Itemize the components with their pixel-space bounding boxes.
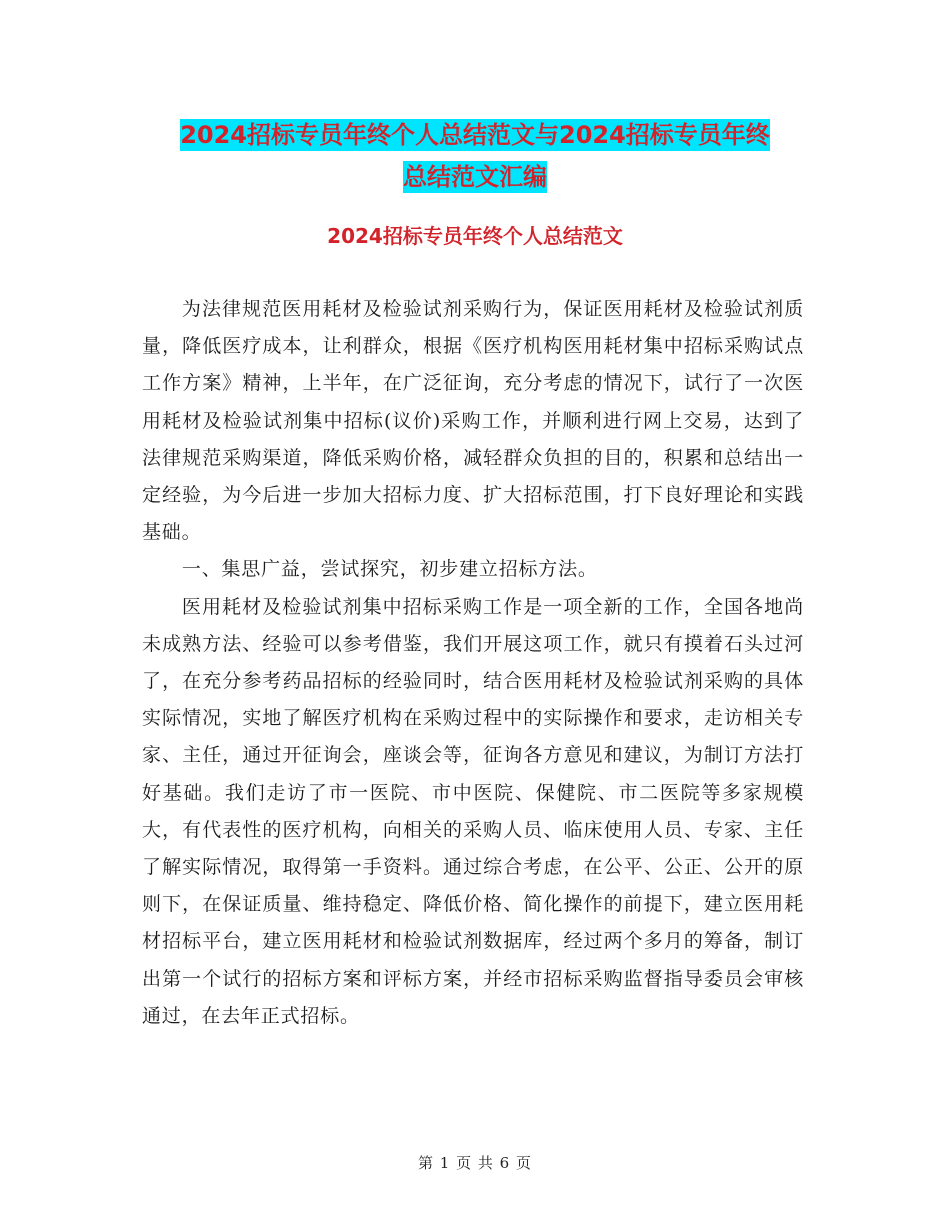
paragraph-intro: 为法律规范医用耗材及检验试剂采购行为，保证医用耗材及检验试剂质量，降低医疗成本，让利群众，根据《医疗机构医用耗材集中招标采购试点工作方案》精神，上半年，在广泛征询，充分考虑的情况下，试行了一次医用耗材及检验试剂集中招标(议价)采购工作，并顺利进行网上交易，达到了法律规范采购渠道，降低采购价格，减轻群众负担的目的，积累和总结出一定经验，为今后进一步加大招标力度、扩大招标范围，打下良好理论和实践基础。 [142,298,804,544]
footer-page-number: 1 [439,1154,451,1172]
footer-prefix: 第 [417,1154,434,1172]
page-footer [0,1152,950,1173]
footer-suffix: 页 [516,1154,533,1172]
section-title: 2024招标专员年终个人总结范文 [327,224,623,248]
title-line-2: 总结范文汇编 [403,163,547,191]
document-title [0,114,950,198]
document-body [142,291,804,1035]
footer-total-pages: 6 [499,1154,511,1172]
paragraph-detail: 医用耗材及检验试剂集中招标采购工作是一项全新的工作，全国各地尚未成熟方法、经验可以参考借鉴，我们开展这项工作，就只有摸着石头过河了，在充分参考药品招标的经验同时，结合医用耗材及检验试剂采购的具体实际情况，实地了解医疗机构在采购过程中的实际操作和要求，走访相关专家、主任，通过开征询会，座谈会等，征询各方意见和建议，为制订方法打好基础。我们走访了市一医院、市中医院、保健院、市二医院等多家规模大，有代表性的医疗机构，向相关的采购人员、临床使用人员、专家、主任了解实际情况，取得第一手资料。通过综合考虑，在公平、公正、公开的原则下，在保证质量、维持稳定、降低价格、简化操作的前提下，建立医用耗材招标平台，建立医用耗材和检验试剂数据库，经过两个多月的筹备，制订出第一个试行的招标方案和评标方案，并经市招标采购监督指导委员会审核通过，在去年正式招标。 [142,595,804,1027]
title-line-1: 2024招标专员年终个人总结范文与2024招标专员年终 [180,121,770,149]
footer-mid: 页 共 [456,1154,494,1172]
paragraph-heading-1: 一、集思广益，尝试探究，初步建立招标方法。 [181,558,598,581]
